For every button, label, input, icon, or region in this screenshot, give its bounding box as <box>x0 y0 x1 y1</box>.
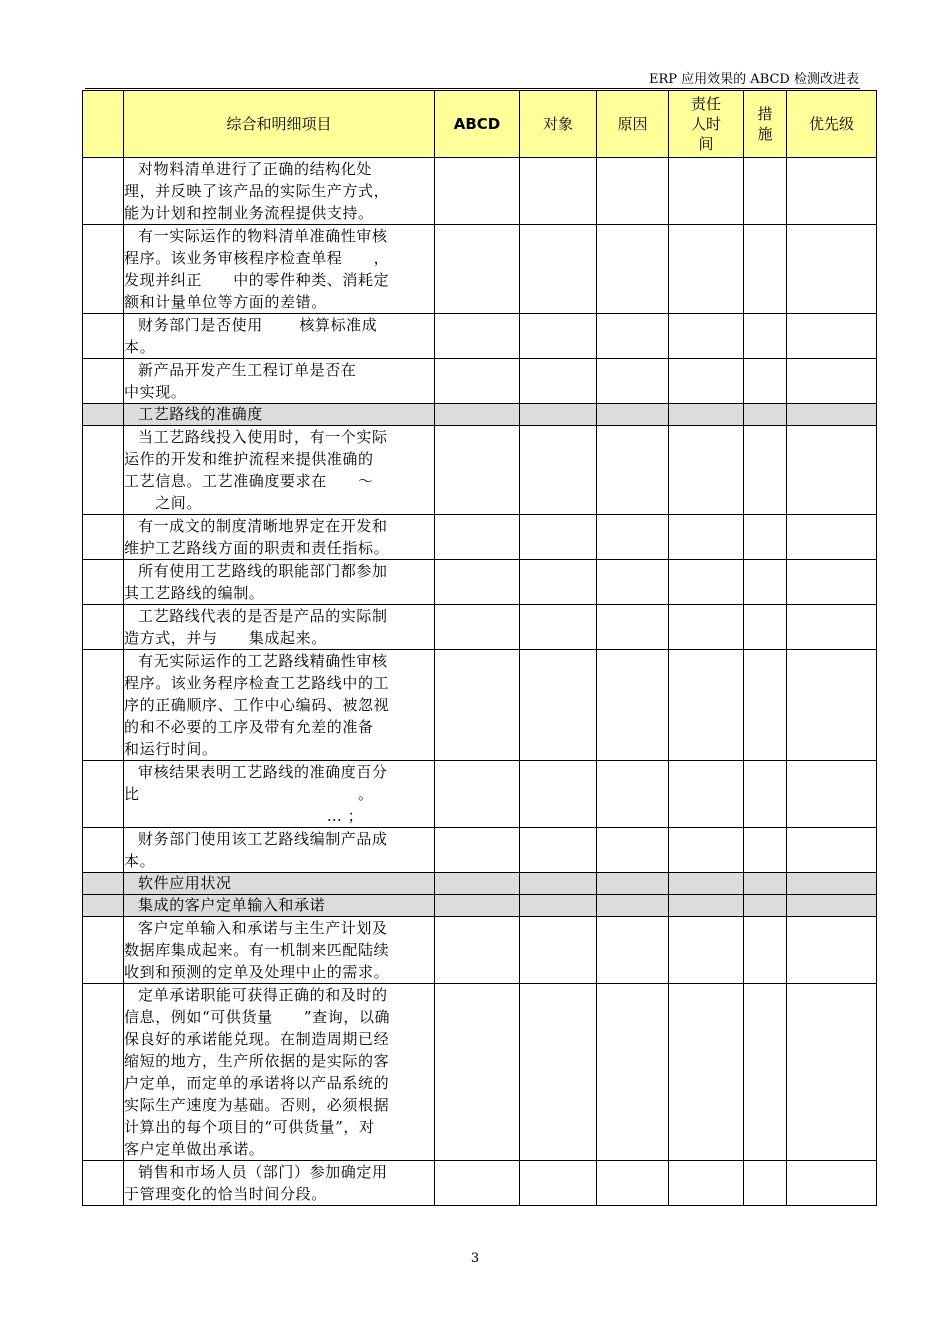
item-text-line: 工艺路线的准确度 <box>138 405 263 423</box>
abcd-cell <box>435 895 520 917</box>
item-text-line: 运作的开发和维护流程来提供准确的 <box>124 450 374 468</box>
abcd-cell <box>435 404 520 426</box>
object-cell <box>520 158 597 225</box>
responsible-time-cell <box>669 650 744 761</box>
item-text-cell <box>124 605 435 650</box>
object-cell <box>520 560 597 605</box>
item-text-line: 序的正确顺序、工作中心编码、被忽视 <box>124 696 390 714</box>
item-text-line: 定单承诺职能可获得正确的和及时的 <box>138 986 388 1004</box>
index-cell <box>83 873 124 895</box>
object-cell <box>520 359 597 404</box>
abcd-checklist-table <box>82 90 877 1206</box>
reason-cell <box>597 359 669 404</box>
item-text-line: 于管理变化的恰当时间分段。 <box>124 1185 327 1203</box>
table-row <box>83 1161 877 1206</box>
table-row <box>83 158 877 225</box>
reason-cell <box>597 1161 669 1206</box>
header-priority: 优先级 <box>787 91 877 158</box>
header-index-cell <box>83 91 124 158</box>
measure-cell <box>744 225 787 314</box>
abcd-cell <box>435 1161 520 1206</box>
measure-cell <box>744 984 787 1161</box>
item-text-line: 发现并纠正 中的零件种类、消耗定 <box>124 271 390 289</box>
index-cell <box>83 917 124 984</box>
index-cell <box>83 895 124 917</box>
responsible-time-cell <box>669 605 744 650</box>
item-text-line: 实际生产速度为基础。否则，必须根据 <box>124 1096 390 1114</box>
item-text-cell <box>124 359 435 404</box>
item-text-line: 有一实际运作的物料清单准确性审核 <box>138 227 388 245</box>
table-row <box>83 917 877 984</box>
index-cell <box>83 984 124 1161</box>
measure-cell <box>744 828 787 873</box>
item-text-line: 数据库集成起来。有一机制来匹配陆续 <box>124 941 390 959</box>
abcd-cell <box>435 761 520 828</box>
priority-cell <box>787 650 877 761</box>
item-text-line: 能为计划和控制业务流程提供支持。 <box>124 204 374 222</box>
item-text-line: 收到和预测的定单及处理中止的需求。 <box>124 963 390 981</box>
table-header-row <box>83 91 877 158</box>
item-text-line: 程序。该业务审核程序检查单程 ， <box>124 249 390 267</box>
document-header-title: ERP 应用效果的 ABCD 检测改进表 <box>649 72 859 87</box>
priority-cell <box>787 1161 877 1206</box>
responsible-time-cell <box>669 984 744 1161</box>
section-title-cell <box>124 404 435 426</box>
measure-cell <box>744 895 787 917</box>
item-text-line: 其工艺路线的编制。 <box>124 584 265 602</box>
measure-cell <box>744 917 787 984</box>
object-cell <box>520 605 597 650</box>
object-cell <box>520 895 597 917</box>
index-cell <box>83 314 124 359</box>
object-cell <box>520 1161 597 1206</box>
section-row <box>83 404 877 426</box>
item-text-line: 中实现。 <box>124 383 187 401</box>
index-cell <box>83 560 124 605</box>
page-number: 3 <box>470 1251 480 1266</box>
item-text-line: 集成的客户定单输入和承诺 <box>138 896 326 914</box>
responsible-time-cell <box>669 917 744 984</box>
table-row <box>83 359 877 404</box>
reason-cell <box>597 761 669 828</box>
responsible-time-cell <box>669 515 744 560</box>
object-cell <box>520 225 597 314</box>
item-text-cell <box>124 314 435 359</box>
responsible-time-cell <box>669 426 744 515</box>
item-text-cell <box>124 828 435 873</box>
reason-cell <box>597 560 669 605</box>
item-text-line: 工艺信息。工艺准确度要求在 ～ <box>124 472 374 490</box>
abcd-cell <box>435 917 520 984</box>
item-text-line: … ； <box>124 807 364 825</box>
item-text-line: 本。 <box>124 338 156 356</box>
item-text-line: 有无实际运作的工艺路线精确性审核 <box>138 652 388 670</box>
responsible-time-cell <box>669 873 744 895</box>
abcd-cell <box>435 650 520 761</box>
measure-cell <box>744 761 787 828</box>
object-cell <box>520 873 597 895</box>
abcd-cell <box>435 873 520 895</box>
measure-cell <box>744 515 787 560</box>
priority-cell <box>787 426 877 515</box>
item-text-cell <box>124 158 435 225</box>
index-cell <box>83 404 124 426</box>
reason-cell <box>597 515 669 560</box>
item-text-line: 户定单，而定单的承诺将以产品系统的 <box>124 1074 390 1092</box>
priority-cell <box>787 873 877 895</box>
reason-cell <box>597 314 669 359</box>
index-cell <box>83 359 124 404</box>
measure-cell <box>744 158 787 225</box>
item-text-line: 财务部门使用该工艺路线编制产品成 <box>138 830 388 848</box>
priority-cell <box>787 984 877 1161</box>
reason-cell <box>597 828 669 873</box>
abcd-cell <box>435 560 520 605</box>
responsible-time-cell <box>669 158 744 225</box>
abcd-cell <box>435 984 520 1161</box>
section-title-cell <box>124 895 435 917</box>
table-row <box>83 650 877 761</box>
item-text-cell <box>124 650 435 761</box>
item-text-line: 客户定单输入和承诺与主生产计划及 <box>138 919 388 937</box>
abcd-cell <box>435 828 520 873</box>
measure-cell <box>744 873 787 895</box>
index-cell <box>83 761 124 828</box>
index-cell <box>83 225 124 314</box>
item-text-line: 和运行时间。 <box>124 740 218 758</box>
table-row <box>83 984 877 1161</box>
item-text-line: 当工艺路线投入使用时，有一个实际 <box>138 428 388 446</box>
priority-cell <box>787 560 877 605</box>
section-title-cell <box>124 873 435 895</box>
item-text-line: 本。 <box>124 852 156 870</box>
reason-cell <box>597 873 669 895</box>
object-cell <box>520 650 597 761</box>
reason-cell <box>597 895 669 917</box>
reason-cell <box>597 158 669 225</box>
reason-cell <box>597 984 669 1161</box>
abcd-cell <box>435 225 520 314</box>
table-row <box>83 426 877 515</box>
item-text-line: 造方式，并与 集成起来。 <box>124 629 327 647</box>
responsible-time-cell <box>669 404 744 426</box>
reason-cell <box>597 404 669 426</box>
item-text-line: 比 。 <box>124 785 374 803</box>
object-cell <box>520 984 597 1161</box>
index-cell <box>83 828 124 873</box>
abcd-cell <box>435 359 520 404</box>
item-text-line: 有一成文的制度清晰地界定在开发和 <box>138 517 388 535</box>
measure-cell <box>744 560 787 605</box>
table-row <box>83 314 877 359</box>
header-reason: 原因 <box>597 91 669 158</box>
object-cell <box>520 314 597 359</box>
index-cell <box>83 158 124 225</box>
item-text-cell <box>124 761 435 828</box>
item-text-line: 对物料清单进行了正确的结构化处 <box>138 160 373 178</box>
object-cell <box>520 404 597 426</box>
measure-cell <box>744 359 787 404</box>
header-item: 综合和明细项目 <box>124 91 435 158</box>
table-row <box>83 828 877 873</box>
measure-cell <box>744 404 787 426</box>
item-text-line: 缩短的地方，生产所依据的是实际的客 <box>124 1052 390 1070</box>
priority-cell <box>787 314 877 359</box>
priority-cell <box>787 359 877 404</box>
header-responsible-time: 责任人时间 <box>669 91 744 158</box>
responsible-time-cell <box>669 1161 744 1206</box>
priority-cell <box>787 605 877 650</box>
abcd-cell <box>435 605 520 650</box>
responsible-time-cell <box>669 761 744 828</box>
item-text-line: 财务部门是否使用 核算标准成 <box>138 316 378 334</box>
item-text-line: 程序。该业务程序检查工艺路线中的工 <box>124 674 390 692</box>
object-cell <box>520 917 597 984</box>
responsible-time-cell <box>669 225 744 314</box>
item-text-line: 新产品开发产生工程订单是否在 <box>138 361 357 379</box>
measure-cell <box>744 1161 787 1206</box>
section-row <box>83 895 877 917</box>
responsible-time-cell <box>669 895 744 917</box>
reason-cell <box>597 426 669 515</box>
index-cell <box>83 1161 124 1206</box>
abcd-cell <box>435 158 520 225</box>
header-rule <box>85 88 860 89</box>
item-text-line: 维护工艺路线方面的职责和责任指标。 <box>124 539 390 557</box>
reason-cell <box>597 225 669 314</box>
reason-cell <box>597 650 669 761</box>
measure-cell <box>744 314 787 359</box>
table-body <box>83 158 877 1206</box>
table-row <box>83 761 877 828</box>
reason-cell <box>597 917 669 984</box>
responsible-time-cell <box>669 359 744 404</box>
index-cell <box>83 650 124 761</box>
item-text-line: 信息，例如“可供货量 ”查询，以确 <box>124 1008 391 1026</box>
priority-cell <box>787 917 877 984</box>
index-cell <box>83 515 124 560</box>
item-text-line: 工艺路线代表的是否是产品的实际制 <box>138 607 388 625</box>
item-text-line: 客户定单做出承诺。 <box>124 1140 265 1158</box>
item-text-line: 理，并反映了该产品的实际生产方式， <box>124 182 390 200</box>
responsible-time-cell <box>669 828 744 873</box>
responsible-time-cell <box>669 314 744 359</box>
priority-cell <box>787 895 877 917</box>
measure-cell <box>744 426 787 515</box>
item-text-line: 销售和市场人员（部门）参加确定用 <box>138 1163 388 1181</box>
item-text-cell <box>124 515 435 560</box>
item-text-cell <box>124 560 435 605</box>
header-object: 对象 <box>520 91 597 158</box>
priority-cell <box>787 761 877 828</box>
item-text-cell <box>124 917 435 984</box>
index-cell <box>83 426 124 515</box>
table-row <box>83 560 877 605</box>
section-row <box>83 873 877 895</box>
item-text-cell <box>124 225 435 314</box>
item-text-line: 软件应用状况 <box>138 874 232 892</box>
table-row <box>83 605 877 650</box>
item-text-line: 审核结果表明工艺路线的准确度百分 <box>138 763 388 781</box>
reason-cell <box>597 605 669 650</box>
item-text-line: 额和计量单位等方面的差错。 <box>124 293 327 311</box>
measure-cell <box>744 605 787 650</box>
priority-cell <box>787 158 877 225</box>
abcd-cell <box>435 515 520 560</box>
object-cell <box>520 761 597 828</box>
abcd-cell <box>435 426 520 515</box>
priority-cell <box>787 828 877 873</box>
priority-cell <box>787 515 877 560</box>
item-text-cell <box>124 984 435 1161</box>
item-text-line: 保良好的承诺能兑现。在制造周期已经 <box>124 1030 390 1048</box>
priority-cell <box>787 225 877 314</box>
item-text-line: 的和不必要的工序及带有允差的准备 <box>124 718 374 736</box>
priority-cell <box>787 404 877 426</box>
index-cell <box>83 605 124 650</box>
measure-cell <box>744 650 787 761</box>
item-text-cell <box>124 426 435 515</box>
item-text-line: 所有使用工艺路线的职能部门都参加 <box>138 562 388 580</box>
header-abcd: ABCD <box>435 91 520 158</box>
abcd-cell <box>435 314 520 359</box>
item-text-cell <box>124 1161 435 1206</box>
object-cell <box>520 515 597 560</box>
table-row <box>83 515 877 560</box>
header-measure: 措施 <box>744 91 787 158</box>
table-row <box>83 225 877 314</box>
item-text-line: 之间。 <box>124 494 203 512</box>
object-cell <box>520 828 597 873</box>
responsible-time-cell <box>669 560 744 605</box>
item-text-line: 计算出的每个项目的“可供货量”，对 <box>124 1118 375 1136</box>
object-cell <box>520 426 597 515</box>
